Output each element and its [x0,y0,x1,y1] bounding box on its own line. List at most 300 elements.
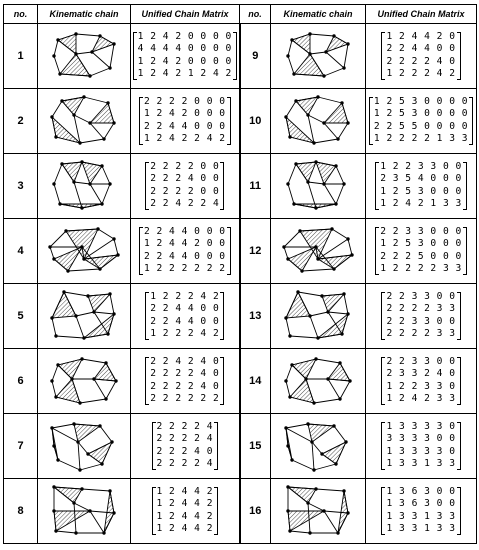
table-row [4,349,477,414]
binary-link [284,247,288,259]
chain-number: 1 [4,24,38,89]
joint-dot [346,312,349,315]
kinematic-chain-cell [271,414,366,479]
ternary-link [88,442,112,464]
unified-chain-matrix-cell [366,154,477,219]
unified-chain-matrix-cell [131,414,240,479]
binary-link [286,424,308,428]
binary-link [76,312,94,316]
unified-chain-matrix [145,161,224,211]
binary-link [288,184,294,204]
binary-link [56,531,76,533]
joint-dot [346,42,349,45]
joint-dot [82,336,85,339]
unified-chain-matrix [133,31,237,81]
table-row [4,284,477,349]
unified-chain-matrix-cell [131,479,240,544]
binary-link [90,184,102,204]
joint-dot [338,361,341,364]
joint-dot [308,52,311,55]
joint-dot [332,34,335,37]
header-chain-left: Kinematic chain [38,5,131,24]
matrix-row: 1 2 4 2 0 0 0 0 [137,30,232,42]
ternary-link [326,36,348,52]
matrix-row: 2 3 5 4 0 0 0 [380,173,462,185]
binary-link [324,511,338,533]
joint-dot [58,202,61,205]
table-row [4,414,477,479]
unified-chain-matrix [139,96,231,146]
joint-dot [88,121,91,124]
joint-dot [294,99,297,102]
chain-number: 2 [4,89,38,154]
binary-link [326,52,344,68]
matrix-row: 1 3 3 3 3 0 [386,420,456,432]
binary-link [314,464,336,470]
joint-dot [292,72,295,75]
kinematic-chain-cell [38,89,131,154]
binary-link [56,336,84,338]
chain-number: 9 [240,24,271,89]
matrix-row: 1 2 4 2 3 3 [386,393,456,405]
matrix-row: 1 3 6 3 0 0 [386,498,456,510]
binary-link [74,503,90,511]
matrix-row: 1 2 2 2 2 1 3 3 [373,133,469,145]
joint-dot [316,257,319,260]
joint-dot [72,501,75,504]
binary-link [344,44,348,68]
joint-dot [66,269,69,272]
joint-dot [284,426,287,429]
joint-dot [52,257,55,260]
binary-link [52,381,56,397]
binary-link [50,247,54,259]
binary-link [98,229,114,239]
binary-link [288,40,292,56]
joint-dot [346,237,349,240]
joint-dot [292,202,295,205]
joint-dot [112,121,115,124]
joint-dot [112,237,115,240]
matrix-row: 1 2 2 2 4 2 [150,290,220,302]
joint-dot [294,162,297,165]
binary-link [308,115,324,123]
binary-link [302,269,334,271]
ternary-link [90,103,114,123]
binary-link [286,381,290,397]
binary-link [310,52,326,54]
joint-dot [300,269,303,272]
binary-link [82,489,110,491]
header-no-left: no. [4,5,38,24]
joint-dot [296,290,299,293]
joint-dot [78,141,81,144]
unified-chain-matrix [381,31,460,81]
kinematic-chain-cell [271,349,366,414]
joint-dot [322,74,325,77]
joint-dot [314,206,317,209]
joint-dot [286,257,289,260]
joint-dot [92,310,95,313]
chain-number: 6 [4,349,38,414]
binary-link [64,292,88,296]
joint-dot [348,379,351,382]
matrix-row: 4 4 4 4 0 0 0 0 [137,43,232,55]
binary-link [298,292,322,296]
joint-dot [298,229,301,232]
joint-dot [102,137,105,140]
joint-dot [342,292,345,295]
binary-link [74,182,90,184]
joint-dot [72,113,75,116]
joint-dot [74,52,77,55]
kinematic-chain-cell [38,479,131,544]
kinematic-chain-diagram [43,28,125,84]
joint-dot [74,32,77,35]
kinematic-chain-diagram [43,418,125,474]
joint-dot [310,440,313,443]
matrix-row: 2 2 2 4 0 [156,445,213,457]
binary-link [286,318,290,336]
unified-chain-matrix-cell [366,479,477,544]
binary-link [110,44,114,68]
unified-chain-matrix-cell [366,219,477,284]
joint-dot [312,468,315,471]
binary-link [52,424,74,428]
matrix-row: 2 2 2 2 4 0 [150,368,220,380]
ternary-link [308,424,334,442]
ternary-link [52,292,76,318]
ternary-link [288,487,316,503]
chain-number: 8 [4,479,38,544]
joint-dot [326,377,329,380]
matrix-row: 2 2 2 2 0 0 0 [143,95,226,107]
binary-link [90,123,104,139]
binary-link [54,56,60,74]
kinematic-chain-table-wrapper [3,4,476,546]
chain-number: 7 [4,414,38,479]
table-body [4,24,477,544]
joint-dot [100,202,103,205]
joint-dot [102,531,105,534]
unified-chain-matrix [381,356,460,406]
joint-dot [290,38,293,41]
joint-dot [50,316,53,319]
joint-dot [320,294,323,297]
chain-number: 12 [240,219,271,284]
joint-dot [322,121,325,124]
chain-number: 5 [4,284,38,349]
matrix-row: 1 2 4 4 2 0 [386,30,456,42]
joint-dot [78,468,81,471]
table-row [4,24,477,89]
joint-dot [322,509,325,512]
joint-dot [106,332,109,335]
unified-chain-matrix [381,421,460,471]
joint-dot [54,395,57,398]
binary-link [90,511,104,533]
ternary-link [328,363,350,381]
header-chain-right: Kinematic chain [271,5,366,24]
joint-dot [342,66,345,69]
matrix-row: 2 2 3 3 0 0 [386,315,456,327]
table-row [4,154,477,219]
kinematic-chain-diagram [43,483,125,539]
matrix-row: 2 2 2 2 4 [156,458,213,470]
joint-dot [308,314,311,317]
unified-chain-matrix-cell [366,284,477,349]
matrix-row: 1 3 3 1 3 3 [386,523,456,535]
kinematic-chain-cell [38,154,131,219]
matrix-row: 2 2 2 2 4 0 [150,380,220,392]
binary-link [52,365,58,381]
unified-chain-matrix-cell [366,89,477,154]
matrix-row: 2 2 2 2 3 3 [386,328,456,340]
binary-link [332,229,348,239]
ternary-link [294,54,324,76]
binary-link [312,442,322,454]
matrix-row: 2 2 2 2 4 0 [386,55,456,67]
matrix-row: 1 3 6 3 0 0 [386,485,456,497]
joint-dot [90,50,93,53]
joint-dot [98,34,101,37]
binary-link [82,359,106,363]
binary-link [94,379,106,399]
binary-link [106,381,116,399]
joint-dot [350,253,353,256]
matrix-row: 1 2 2 2 2 3 3 [380,263,462,275]
binary-link [336,184,344,204]
binary-link [80,139,104,143]
unified-chain-matrix-cell [366,24,477,89]
unified-chain-matrix-cell [131,89,240,154]
kinematic-chain-cell [271,479,366,544]
matrix-row: 1 2 5 3 0 0 0 [380,185,462,197]
matrix-row: 1 3 3 1 3 3 [386,458,456,470]
ternary-link [288,511,324,531]
header-matrix-left: Unified Chain Matrix [131,5,240,24]
chain-number: 11 [240,154,271,219]
unified-chain-matrix [381,291,460,341]
chain-number: 15 [240,414,271,479]
matrix-row: 1 2 4 4 2 [156,498,213,510]
table-row [4,219,477,284]
kinematic-chain-diagram [43,353,125,409]
matrix-row: 2 3 3 2 4 0 [386,368,456,380]
joint-dot [112,312,115,315]
header-matrix-right: Unified Chain Matrix [366,5,477,24]
joint-dot [314,357,317,360]
joint-dot [314,487,317,490]
kinematic-chain-cell [38,349,131,414]
joint-dot [106,101,109,104]
joint-dot [50,379,53,382]
joint-dot [88,74,91,77]
unified-chain-matrix [145,356,224,406]
kinematic-chain-diagram [43,93,125,149]
kinematic-chain-diagram [43,223,125,279]
joint-dot [86,452,89,455]
joint-dot [286,509,289,512]
joint-dot [56,363,59,366]
binary-link [324,184,336,204]
binary-link [308,503,324,511]
kinematic-chain-diagram [277,288,359,344]
joint-dot [78,401,81,404]
joint-dot [80,245,83,248]
joint-dot [54,334,57,337]
joint-dot [334,164,337,167]
joint-dot [100,462,103,465]
joint-dot [316,95,319,98]
kinematic-chain-diagram [277,483,359,539]
binary-link [310,312,328,316]
binary-link [316,489,344,491]
binary-link [76,34,100,36]
matrix-row: 1 2 5 3 0 0 0 [380,238,462,250]
kinematic-chain-diagram [277,353,359,409]
joint-dot [110,440,113,443]
binary-link [288,164,296,184]
kinematic-chain-cell [38,219,131,284]
joint-dot [88,182,91,185]
joint-dot [114,379,117,382]
ternary-link [322,442,346,464]
joint-dot [74,531,77,534]
binary-link [308,182,324,184]
matrix-row: 2 2 2 2 0 0 [150,160,220,172]
joint-dot [74,314,77,317]
joint-dot [320,452,323,455]
matrix-row: 2 2 2 5 0 0 0 [380,250,462,262]
table-row [4,479,477,544]
binary-link [102,166,110,184]
binary-link [288,56,294,74]
joint-dot [72,422,75,425]
joint-dot [306,422,309,425]
matrix-row: 2 2 2 4 0 0 [150,173,220,185]
joint-dot [312,141,315,144]
unified-chain-matrix [375,161,467,211]
joint-dot [306,501,309,504]
binary-link [286,428,312,442]
binary-link [54,184,60,204]
binary-link [90,68,110,76]
unified-chain-matrix-cell [131,219,240,284]
joint-dot [64,229,67,232]
matrix-row: 2 2 4 4 0 0 0 [143,250,226,262]
binary-link [328,312,348,314]
binary-link [310,316,318,338]
matrix-row: 3 3 3 3 0 0 [386,433,456,445]
chain-number: 10 [240,89,271,154]
joint-dot [104,361,107,364]
binary-link [286,365,292,381]
header-row [4,5,477,24]
joint-dot [76,440,79,443]
joint-dot [338,397,341,400]
joint-dot [342,489,345,492]
joint-dot [288,395,291,398]
joint-dot [284,316,287,319]
ternary-link [286,292,310,318]
joint-dot [306,113,309,116]
joint-dot [334,462,337,465]
unified-chain-matrix [381,486,460,536]
ternary-link [62,97,84,115]
ternary-link [296,97,318,115]
joint-dot [286,444,289,447]
binary-link [348,239,352,255]
matrix-row: 1 2 2 2 4 2 [386,68,456,80]
joint-dot [56,458,59,461]
joint-dot [112,42,115,45]
kinematic-chain-cell [38,284,131,349]
matrix-row: 1 2 4 2 1 3 3 [380,198,462,210]
binary-link [84,97,108,103]
matrix-row: 1 3 3 3 3 0 [386,445,456,457]
joint-dot [334,202,337,205]
kinematic-chain-cell [271,24,366,89]
matrix-row: 2 2 4 4 0 0 0 [143,225,226,237]
matrix-row: 1 2 2 2 2 2 2 [143,263,226,275]
joint-dot [60,162,63,165]
matrix-row: 1 2 2 2 4 2 [150,328,220,340]
joint-dot [52,509,55,512]
matrix-row: 2 2 4 4 0 0 [150,315,220,327]
kinematic-chain-diagram [277,28,359,84]
matrix-row: 2 2 4 4 0 0 [150,303,220,315]
joint-dot [108,292,111,295]
unified-chain-matrix [152,421,218,471]
kinematic-chain-diagram [277,418,359,474]
binary-link [76,316,84,338]
joint-dot [346,121,349,124]
joint-dot [288,135,291,138]
unified-chain-matrix [152,486,218,536]
joint-dot [56,38,59,41]
unified-chain-matrix [145,291,224,341]
joint-dot [314,245,317,248]
joint-dot [108,489,111,492]
matrix-row: 1 2 4 4 2 [156,510,213,522]
joint-dot [306,180,309,183]
ternary-link [88,294,110,312]
ternary-link [74,424,100,442]
joint-dot [284,115,287,118]
kinematic-chain-table [3,4,477,544]
matrix-row: 2 2 2 2 3 3 [386,303,456,315]
unified-chain-matrix-cell [366,349,477,414]
joint-dot [282,245,285,248]
kinematic-chain-cell [271,154,366,219]
binary-link [284,231,300,247]
binary-link [290,531,310,533]
matrix-row: 1 2 4 2 2 4 2 [143,133,226,145]
matrix-row: 1 2 5 3 0 0 0 0 [373,95,469,107]
joint-dot [112,511,115,514]
joint-dot [324,50,327,53]
joint-dot [80,160,83,163]
matrix-row: 2 2 2 2 2 2 [150,393,220,405]
unified-chain-matrix [139,226,231,276]
binary-link [314,399,340,403]
binary-link [100,426,112,442]
chain-number: 13 [240,284,271,349]
matrix-row: 2 2 2 2 0 0 [150,185,220,197]
joint-dot [330,227,333,230]
kinematic-chain-diagram [277,93,359,149]
